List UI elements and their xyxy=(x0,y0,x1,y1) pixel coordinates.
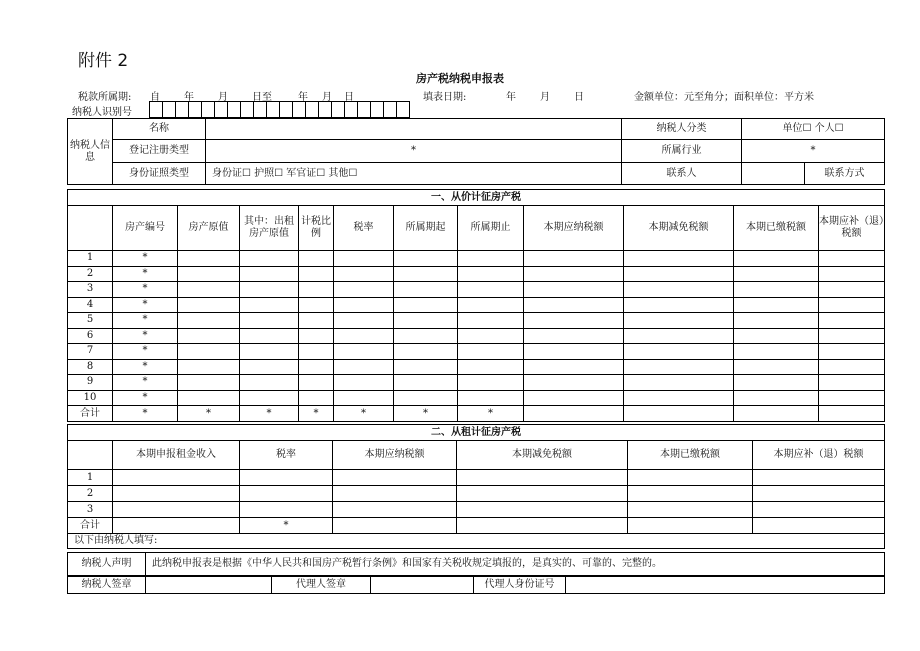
table-row xyxy=(68,359,885,375)
s1-cell[interactable] xyxy=(334,344,394,360)
s1-cell[interactable] xyxy=(299,359,334,375)
s1-cell[interactable] xyxy=(178,313,240,329)
s1-cell[interactable] xyxy=(458,344,524,360)
s1-cell[interactable] xyxy=(240,313,299,329)
s1-total-star: * xyxy=(113,406,178,422)
table-row xyxy=(68,251,885,267)
s1-cell[interactable] xyxy=(524,328,624,344)
s1-header-tax-paid: 本期已缴税额 xyxy=(734,206,819,251)
s2-cell[interactable] xyxy=(628,486,753,502)
s2-header-blank xyxy=(68,441,113,470)
signature-table xyxy=(67,576,885,594)
s1-row-star: * xyxy=(113,344,178,360)
s2-total-cell[interactable] xyxy=(113,518,240,534)
s2-cell[interactable] xyxy=(333,502,457,518)
section1-table xyxy=(67,189,885,422)
s1-cell[interactable] xyxy=(299,375,334,391)
s1-cell[interactable] xyxy=(299,390,334,406)
s1-cell[interactable] xyxy=(734,251,819,267)
s1-header-period-start: 所属期起 xyxy=(394,206,458,251)
s1-cell[interactable] xyxy=(624,313,734,329)
s1-cell[interactable] xyxy=(734,344,819,360)
s2-total-cell[interactable] xyxy=(333,518,457,534)
s1-cell[interactable] xyxy=(334,390,394,406)
reg-type-label: 登记注册类型 xyxy=(113,140,206,163)
s1-total-star: * xyxy=(458,406,524,422)
s1-row-number: 8 xyxy=(68,359,113,375)
s1-cell[interactable] xyxy=(394,328,458,344)
s1-cell[interactable] xyxy=(734,266,819,282)
taxpayer-id-boxes[interactable] xyxy=(150,101,410,118)
taxpayer-info-group: 纳税人信息 xyxy=(68,119,113,185)
s1-total-star: * xyxy=(394,406,458,422)
declaration-text: 此纳税申报表是根据《中华人民共和国房产税暂行条例》和国家有关税收规定填报的，是真实的、可靠的、完整的。 xyxy=(146,553,885,576)
table-row xyxy=(68,390,885,406)
s1-cell[interactable] xyxy=(458,375,524,391)
s1-cell[interactable] xyxy=(178,344,240,360)
s2-cell[interactable] xyxy=(240,502,333,518)
id-type-label: 身份证照类型 xyxy=(113,163,206,185)
s1-cell[interactable] xyxy=(394,251,458,267)
s1-cell[interactable] xyxy=(178,390,240,406)
s1-cell[interactable] xyxy=(819,344,885,360)
s1-cell[interactable] xyxy=(334,282,394,298)
s1-cell[interactable] xyxy=(734,359,819,375)
s2-cell[interactable] xyxy=(333,486,457,502)
s1-cell[interactable] xyxy=(458,297,524,313)
s2-cell[interactable] xyxy=(753,470,885,486)
s1-cell[interactable] xyxy=(240,359,299,375)
s1-cell[interactable] xyxy=(819,282,885,298)
s1-cell[interactable] xyxy=(624,251,734,267)
period-from: 自 xyxy=(150,92,160,103)
s1-cell[interactable] xyxy=(334,266,394,282)
s1-row-number: 2 xyxy=(68,266,113,282)
s1-cell[interactable] xyxy=(240,266,299,282)
agent-sign-value[interactable] xyxy=(371,577,474,594)
s1-row-number: 3 xyxy=(68,282,113,298)
s1-total-star: * xyxy=(334,406,394,422)
id-type-options[interactable]: 身份证☐ 护照☐ 军官证☐ 其他☐ xyxy=(206,163,622,185)
s2-row-number: 2 xyxy=(68,486,113,502)
s1-header-tax-due: 本期应补（退）税额 xyxy=(819,206,885,251)
s1-cell[interactable] xyxy=(394,375,458,391)
s1-row-number: 9 xyxy=(68,375,113,391)
s1-row-star: * xyxy=(113,390,178,406)
s1-cell[interactable] xyxy=(178,375,240,391)
s1-header-original-value: 房产原值 xyxy=(178,206,240,251)
period-month-1: 月 xyxy=(218,92,228,103)
s1-total-cell[interactable] xyxy=(819,406,885,422)
s1-cell[interactable] xyxy=(819,266,885,282)
s1-cell[interactable] xyxy=(734,328,819,344)
s1-cell[interactable] xyxy=(458,282,524,298)
s1-cell[interactable] xyxy=(299,282,334,298)
s1-cell[interactable] xyxy=(299,328,334,344)
agent-id-value[interactable] xyxy=(566,577,885,594)
s1-cell[interactable] xyxy=(394,266,458,282)
name-value[interactable] xyxy=(206,119,622,140)
s1-cell[interactable] xyxy=(394,344,458,360)
units-note: 金额单位：元至角分；面积单位：平方米 xyxy=(634,92,814,103)
declaration-label: 纳税人声明 xyxy=(68,553,146,576)
form-title: 房产税纳税申报表 xyxy=(416,72,504,85)
s1-cell[interactable] xyxy=(178,251,240,267)
name-label: 名称 xyxy=(113,119,206,140)
s1-total-label: 合计 xyxy=(68,406,113,422)
s1-cell[interactable] xyxy=(734,313,819,329)
s1-cell[interactable] xyxy=(334,313,394,329)
taxpayer-info-table xyxy=(67,118,885,185)
s1-row-star: * xyxy=(113,313,178,329)
s2-header-tax-reduction: 本期减免税额 xyxy=(457,441,628,470)
s1-row-star: * xyxy=(113,251,178,267)
s2-cell[interactable] xyxy=(240,470,333,486)
s1-row-star: * xyxy=(113,297,178,313)
taxpayer-class-options[interactable]: 单位☐ 个人☐ xyxy=(742,119,885,140)
s1-cell[interactable] xyxy=(734,390,819,406)
s1-cell[interactable] xyxy=(458,313,524,329)
s2-cell[interactable] xyxy=(628,470,753,486)
s1-cell[interactable] xyxy=(299,266,334,282)
taxpayer-class-label: 纳税人分类 xyxy=(622,119,742,140)
s1-cell[interactable] xyxy=(394,313,458,329)
fill-date-month: 月 xyxy=(540,92,550,103)
s1-row-star: * xyxy=(113,328,178,344)
s1-row-star: * xyxy=(113,359,178,375)
s2-header-tax-due: 本期应补（退）税额 xyxy=(753,441,885,470)
s1-header-blank xyxy=(68,206,113,251)
s1-cell[interactable] xyxy=(624,328,734,344)
s1-row-star: * xyxy=(113,282,178,298)
s2-header-tax-paid: 本期已缴税额 xyxy=(628,441,753,470)
s1-row-number: 7 xyxy=(68,344,113,360)
period-day-2: 日 xyxy=(344,92,354,103)
s1-row-number: 10 xyxy=(68,390,113,406)
s2-header-rent-income: 本期申报租金收入 xyxy=(113,441,240,470)
s1-cell[interactable] xyxy=(734,297,819,313)
fill-date-year: 年 xyxy=(506,92,516,103)
s1-cell[interactable] xyxy=(178,266,240,282)
s1-cell[interactable] xyxy=(178,328,240,344)
s1-cell[interactable] xyxy=(734,282,819,298)
s1-header-property-no: 房产编号 xyxy=(113,206,178,251)
s1-header-rented-original-value: 其中：出租房产原值 xyxy=(240,206,299,251)
fill-date-day: 日 xyxy=(574,92,584,103)
s1-cell[interactable] xyxy=(334,297,394,313)
s1-cell[interactable] xyxy=(394,390,458,406)
s1-cell[interactable] xyxy=(240,390,299,406)
s1-cell[interactable] xyxy=(394,297,458,313)
s1-cell[interactable] xyxy=(624,375,734,391)
contact-person-value[interactable] xyxy=(742,163,805,185)
s1-header-period-end: 所属期止 xyxy=(458,206,524,251)
s2-total-label: 合计 xyxy=(68,518,113,534)
s1-cell[interactable] xyxy=(624,297,734,313)
s1-cell[interactable] xyxy=(819,251,885,267)
attachment-label: 附件 2 xyxy=(78,51,129,71)
s2-total-cell[interactable] xyxy=(753,518,885,534)
s1-total-star: * xyxy=(299,406,334,422)
agent-sign-label: 代理人签章 xyxy=(272,577,371,594)
table-row xyxy=(68,328,885,344)
section1-title: 一、从价计征房产税 xyxy=(68,190,885,206)
period-month-2: 月 xyxy=(322,92,332,103)
s1-row-number: 4 xyxy=(68,297,113,313)
s1-total-cell[interactable] xyxy=(524,406,624,422)
s1-cell[interactable] xyxy=(524,344,624,360)
period-year-2: 年 xyxy=(298,92,308,103)
s1-cell[interactable] xyxy=(240,251,299,267)
industry-value[interactable]: * xyxy=(742,140,885,163)
table-row xyxy=(68,266,885,282)
s1-cell[interactable] xyxy=(524,251,624,267)
s1-total-star: * xyxy=(178,406,240,422)
s1-cell[interactable] xyxy=(334,328,394,344)
s1-cell[interactable] xyxy=(819,313,885,329)
s1-cell[interactable] xyxy=(819,390,885,406)
s1-cell[interactable] xyxy=(334,375,394,391)
s1-cell[interactable] xyxy=(624,359,734,375)
table-row xyxy=(68,470,885,486)
contact-person-label: 联系人 xyxy=(622,163,742,185)
period-day-to: 日至 xyxy=(252,92,272,103)
s1-cell[interactable] xyxy=(240,344,299,360)
s2-cell[interactable] xyxy=(457,486,628,502)
s1-header-tax-payable: 本期应纳税额 xyxy=(524,206,624,251)
table-row xyxy=(68,375,885,391)
s2-row-number: 1 xyxy=(68,470,113,486)
s1-cell[interactable] xyxy=(734,375,819,391)
s1-row-number: 5 xyxy=(68,313,113,329)
s1-cell[interactable] xyxy=(334,251,394,267)
s1-cell[interactable] xyxy=(624,344,734,360)
reg-type-value[interactable]: * xyxy=(206,140,622,163)
s1-cell[interactable] xyxy=(819,297,885,313)
s1-cell[interactable] xyxy=(240,328,299,344)
s1-cell[interactable] xyxy=(240,282,299,298)
taxpayer-sign-label: 纳税人签章 xyxy=(68,577,146,594)
industry-label: 所属行业 xyxy=(622,140,742,163)
s1-cell[interactable] xyxy=(524,359,624,375)
s1-row-number: 6 xyxy=(68,328,113,344)
s1-cell[interactable] xyxy=(334,359,394,375)
s1-cell[interactable] xyxy=(178,282,240,298)
s1-cell[interactable] xyxy=(299,313,334,329)
s1-cell[interactable] xyxy=(299,251,334,267)
s1-cell[interactable] xyxy=(524,266,624,282)
table-row xyxy=(68,313,885,329)
s1-row-star: * xyxy=(113,375,178,391)
s2-row-number: 3 xyxy=(68,502,113,518)
s2-cell[interactable] xyxy=(113,470,240,486)
s1-cell[interactable] xyxy=(299,297,334,313)
s1-row-number: 1 xyxy=(68,251,113,267)
taxpayer-sign-value[interactable] xyxy=(146,577,272,594)
s2-cell[interactable] xyxy=(240,486,333,502)
s2-cell[interactable] xyxy=(753,486,885,502)
s1-cell[interactable] xyxy=(240,297,299,313)
period-label: 税款所属期: xyxy=(78,92,132,103)
s2-total-cell[interactable] xyxy=(628,518,753,534)
fill-date-label: 填表日期: xyxy=(423,92,467,103)
s1-header-tax-rate: 税率 xyxy=(334,206,394,251)
section2-table xyxy=(67,424,885,549)
s1-cell[interactable] xyxy=(624,282,734,298)
s1-cell[interactable] xyxy=(178,359,240,375)
table-row xyxy=(68,502,885,518)
declaration-table xyxy=(67,552,885,576)
s1-cell[interactable] xyxy=(458,266,524,282)
s1-cell[interactable] xyxy=(524,375,624,391)
s1-header-tax-reduction: 本期减免税额 xyxy=(624,206,734,251)
s1-cell[interactable] xyxy=(524,297,624,313)
s1-cell[interactable] xyxy=(524,390,624,406)
s2-cell[interactable] xyxy=(457,470,628,486)
s2-header-tax-rate: 税率 xyxy=(240,441,333,470)
s1-cell[interactable] xyxy=(458,359,524,375)
table-row xyxy=(68,344,885,360)
s1-cell[interactable] xyxy=(524,282,624,298)
s1-row-star: * xyxy=(113,266,178,282)
table-row xyxy=(68,486,885,502)
s2-cell[interactable] xyxy=(333,470,457,486)
s1-cell[interactable] xyxy=(240,375,299,391)
s2-total-cell[interactable] xyxy=(457,518,628,534)
s1-cell[interactable] xyxy=(394,359,458,375)
s2-header-tax-payable: 本期应纳税额 xyxy=(333,441,457,470)
s1-cell[interactable] xyxy=(299,344,334,360)
s1-cell[interactable] xyxy=(819,375,885,391)
period-year-1: 年 xyxy=(184,92,194,103)
fill-note: 以下由纳税人填写: xyxy=(68,534,885,549)
s2-cell[interactable] xyxy=(113,502,240,518)
s1-cell[interactable] xyxy=(819,359,885,375)
s2-cell[interactable] xyxy=(457,502,628,518)
table-row xyxy=(68,282,885,298)
s1-cell[interactable] xyxy=(458,251,524,267)
contact-method-label: 联系方式 xyxy=(805,163,885,185)
s1-cell[interactable] xyxy=(524,313,624,329)
s2-total-star: * xyxy=(240,518,333,534)
s1-header-tax-ratio: 计税比例 xyxy=(299,206,334,251)
s1-cell[interactable] xyxy=(819,328,885,344)
s1-cell[interactable] xyxy=(624,266,734,282)
s1-cell[interactable] xyxy=(458,390,524,406)
s1-cell[interactable] xyxy=(394,282,458,298)
s1-total-cell[interactable] xyxy=(734,406,819,422)
s2-cell[interactable] xyxy=(113,486,240,502)
section2-title: 二、从租计征房产税 xyxy=(68,425,885,441)
s1-total-star: * xyxy=(240,406,299,422)
s1-cell[interactable] xyxy=(624,390,734,406)
s2-cell[interactable] xyxy=(628,502,753,518)
s2-cell[interactable] xyxy=(753,502,885,518)
s1-cell[interactable] xyxy=(458,328,524,344)
s1-cell[interactable] xyxy=(178,297,240,313)
table-row xyxy=(68,297,885,313)
agent-id-label: 代理人身份证号 xyxy=(474,577,566,594)
taxpayer-id-label: 纳税人识别号 xyxy=(72,107,132,118)
s1-total-cell[interactable] xyxy=(624,406,734,422)
